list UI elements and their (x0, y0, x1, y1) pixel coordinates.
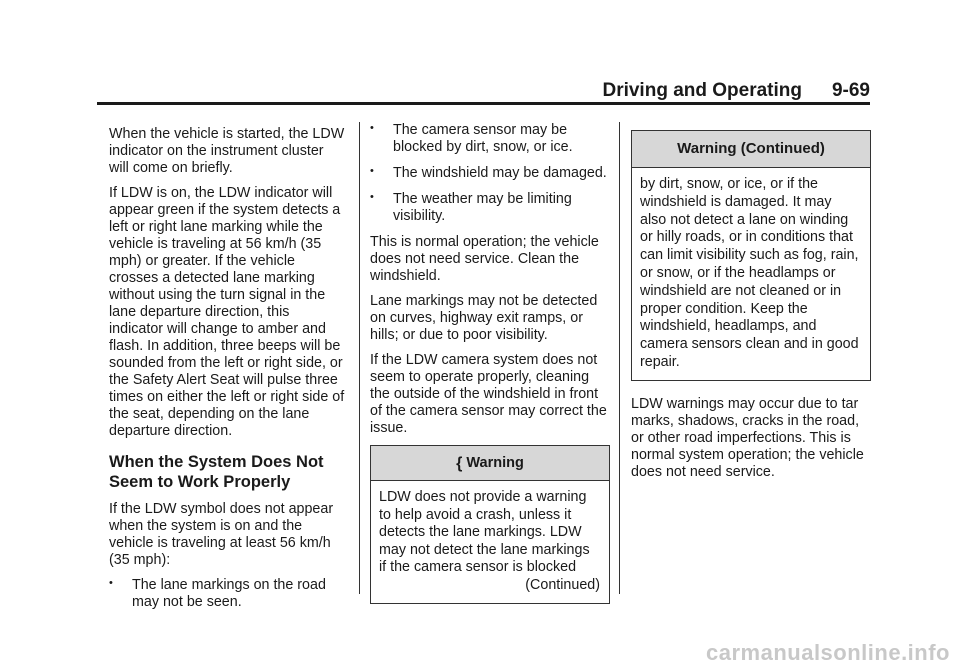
column-left (109, 126, 347, 620)
column-middle (370, 122, 610, 604)
column-divider (359, 122, 360, 594)
list-item (370, 191, 610, 225)
list-item (109, 577, 347, 611)
warning-title: Warning (466, 455, 524, 471)
paragraph: This is normal operation; the vehicle does not need service. Clean the windshield. (370, 234, 599, 284)
warning-body (371, 481, 609, 603)
bullet-icon: • (370, 165, 374, 177)
column-right (631, 130, 871, 489)
paragraph: Lane markings may not be detected on curves, highway exit ramps, or hills; or due to poor visibility. (370, 293, 598, 343)
bullet-icon: • (370, 191, 374, 203)
page-number: 9-69 (831, 80, 870, 101)
warning-continued-header: Warning (Continued) (632, 131, 870, 168)
subheading: When the System Does Not Seem to Work Properly (109, 453, 324, 491)
warning-icon: { (456, 455, 463, 472)
page-header (97, 80, 870, 105)
paragraph: If LDW is on, the LDW indicator will appear green if the system detects a left or right lane marking while the vehicle is traveling at 56 km/h (35 mph) or greater. If the vehicle crosses a detected lane marking without using the turn signal in the lane departure direction, this indicator will change to amber and flash. In addition, three beeps will be sounded from the left or right side, or the Safety Alert Seat will pulse three times on either the left or right side of the seat, depending on the lane departure direction. (109, 185, 345, 439)
paragraph: LDW warnings may occur due to tar marks, shadows, cracks in the road, or other road imperfections. This is normal system operation; the vehicle does not need service. (631, 395, 864, 480)
warning-text: LDW does not provide a warning to help avoid a crash, unless it detects the lane markings. LDW may not detect the lane markings if the camera sensor is blocked (379, 489, 590, 576)
section-title: Driving and Operating (602, 80, 802, 101)
list-item (370, 165, 610, 182)
bullet-icon: • (370, 122, 374, 134)
warning-header (371, 446, 609, 481)
paragraph: If the LDW symbol does not appear when the system is on and the vehicle is traveling at least 56 km/h (35 mph): (109, 501, 334, 568)
continued-label: (Continued) (525, 576, 600, 593)
list-item-text: The camera sensor may be blocked by dirt, snow, or ice. (393, 122, 573, 155)
bullet-icon: • (109, 577, 113, 589)
warning-continued-box (631, 130, 871, 381)
paragraph: If the LDW camera system does not seem to operate properly, cleaning the outside of the windshield in front of the camera sensor may correct the issue. (370, 352, 607, 436)
paragraph: When the vehicle is started, the LDW indicator on the instrument cluster will come on briefly. (109, 126, 345, 176)
list-item (370, 122, 610, 156)
list-item-text: The weather may be limiting visibility. (393, 191, 572, 224)
column-divider (619, 122, 620, 594)
watermark: carmanualsonline.info (706, 640, 950, 665)
list-item-text: The lane markings on the road may not be seen. (132, 577, 326, 610)
warning-continued-body: by dirt, snow, or ice, or if the windshield is damaged. It may also not detect a lane on winding or hilly roads, or in conditions that can limit visibility such as fog, rain, or snow, or if the headlamps or windshield are not cleaned or in proper condition. Keep the windshield, headlamps, and camera sensors clean and in good repair. (640, 176, 859, 370)
list-item-text: The windshield may be damaged. (393, 165, 607, 181)
warning-box (370, 445, 610, 604)
